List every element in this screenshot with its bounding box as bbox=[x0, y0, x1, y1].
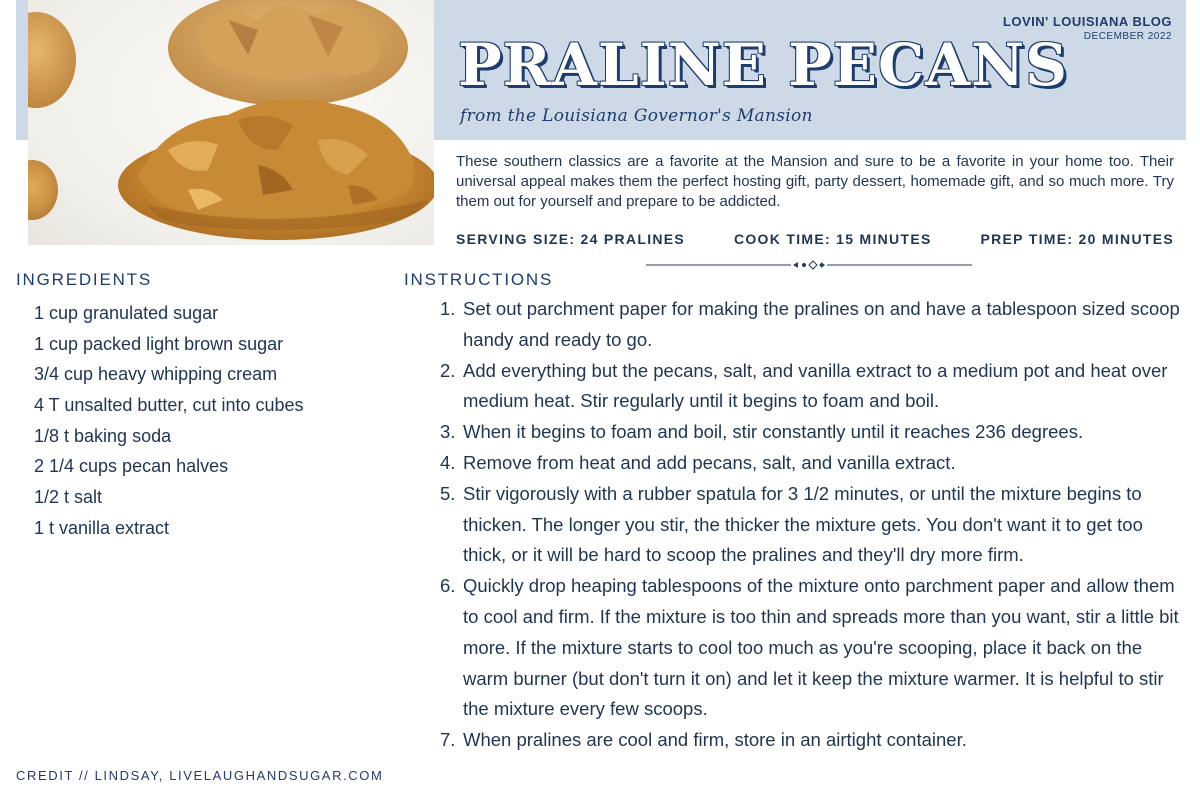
step-number: 3. bbox=[440, 421, 456, 443]
step-number: 5. bbox=[440, 482, 456, 504]
instructions-heading: INSTRUCTIONS bbox=[404, 270, 554, 289]
intro-paragraph: These southern classics are a favorite at the Mansion and sure to be a favorite in your home too. Their universal appeal makes them the perfect hosting gift, party dessert, homemade gift, and so much more. Try them out for yourself and prepare to be addicted. bbox=[456, 153, 1174, 210]
instruction-step bbox=[440, 479, 1188, 571]
ingredient-item: 1 cup packed light brown sugar bbox=[34, 333, 284, 354]
credit-line: CREDIT // LINDSAY, LIVELAUGHANDSUGAR.COM bbox=[16, 768, 384, 783]
ingredient-item: 1 t vanilla extract bbox=[34, 517, 170, 538]
instruction-step bbox=[440, 448, 1188, 479]
step-text: Remove from heat and add pecans, salt, and vanilla extract. bbox=[463, 451, 956, 473]
ingredient-item: 4 T unsalted butter, cut into cubes bbox=[34, 395, 304, 416]
step-text: Set out parchment paper for making the pralines on and have a tablespoon sized scoop handy and ready to go. bbox=[463, 298, 1180, 350]
step-number: 4. bbox=[440, 451, 456, 473]
instruction-step bbox=[440, 725, 1188, 756]
ingredients-heading: INGREDIENTS bbox=[16, 270, 152, 289]
step-text: Stir vigorously with a rubber spatula for 3 1/2 minutes, or until the mixture begins to thicken. The longer you stir, the thicker the mixture gets. You don't want it to get too thick, or it will be hard to scoop the pralines and they'll dry more firm. bbox=[463, 482, 1143, 566]
ingredients-list bbox=[34, 298, 304, 544]
step-text: When pralines are cool and firm, store in an airtight container. bbox=[463, 729, 967, 751]
praline-photo bbox=[28, 0, 434, 245]
step-number: 6. bbox=[440, 575, 456, 597]
blog-name: LOVIN' LOUISIANA BLOG bbox=[1002, 14, 1172, 29]
ingredient-item: 1/8 t baking soda bbox=[34, 425, 172, 446]
instruction-step bbox=[440, 417, 1188, 448]
step-text: Add everything but the pecans, salt, and vanilla extract to a medium pot and heat over medium heat. Stir regularly until it begins to foam and boil. bbox=[463, 359, 1168, 412]
praline-photo-icon bbox=[28, 0, 434, 245]
ornament-divider-icon bbox=[646, 258, 972, 272]
step-number: 2. bbox=[440, 359, 456, 381]
publication-date: DECEMBER 2022 bbox=[1083, 31, 1172, 42]
recipe-meta bbox=[456, 231, 1174, 247]
page-subtitle: from the Louisiana Governor's Mansion bbox=[460, 106, 813, 126]
instruction-step bbox=[440, 571, 1188, 725]
ingredient-item: 2 1/4 cups pecan halves bbox=[34, 456, 229, 477]
page-title: PRALINE PECANS bbox=[458, 31, 1069, 99]
ingredient-item: 3/4 cup heavy whipping cream bbox=[34, 364, 278, 385]
step-number: 1. bbox=[440, 298, 456, 319]
step-text: When it begins to foam and boil, stir constantly until it reaches 236 degrees. bbox=[463, 421, 1084, 443]
prep-time: PREP TIME: 20 MINUTES bbox=[980, 231, 1174, 247]
instruction-step bbox=[440, 356, 1188, 418]
ingredient-item: 1/2 t salt bbox=[34, 487, 103, 508]
serving-size: SERVING SIZE: 24 PRALINES bbox=[456, 231, 686, 247]
instruction-step bbox=[440, 294, 1188, 356]
cook-time: COOK TIME: 15 MINUTES bbox=[733, 231, 932, 247]
ornament-divider bbox=[646, 258, 972, 272]
instructions-list bbox=[440, 294, 1188, 756]
ingredient-item: 1 cup granulated sugar bbox=[34, 303, 219, 323]
step-text: Quickly drop heaping tablespoons of the mixture onto parchment paper and allow them to cool and firm. If the mixture is too thin and spreads more than you want, stir a little bit more. If the mixture starts to cool too much as you're scooping, place it back on the warm burner (but don't turn it on) and let it keep the mixture warmer. It is helpful to stir the mixture every few scoops. bbox=[463, 575, 1179, 720]
step-number: 7. bbox=[440, 729, 456, 751]
